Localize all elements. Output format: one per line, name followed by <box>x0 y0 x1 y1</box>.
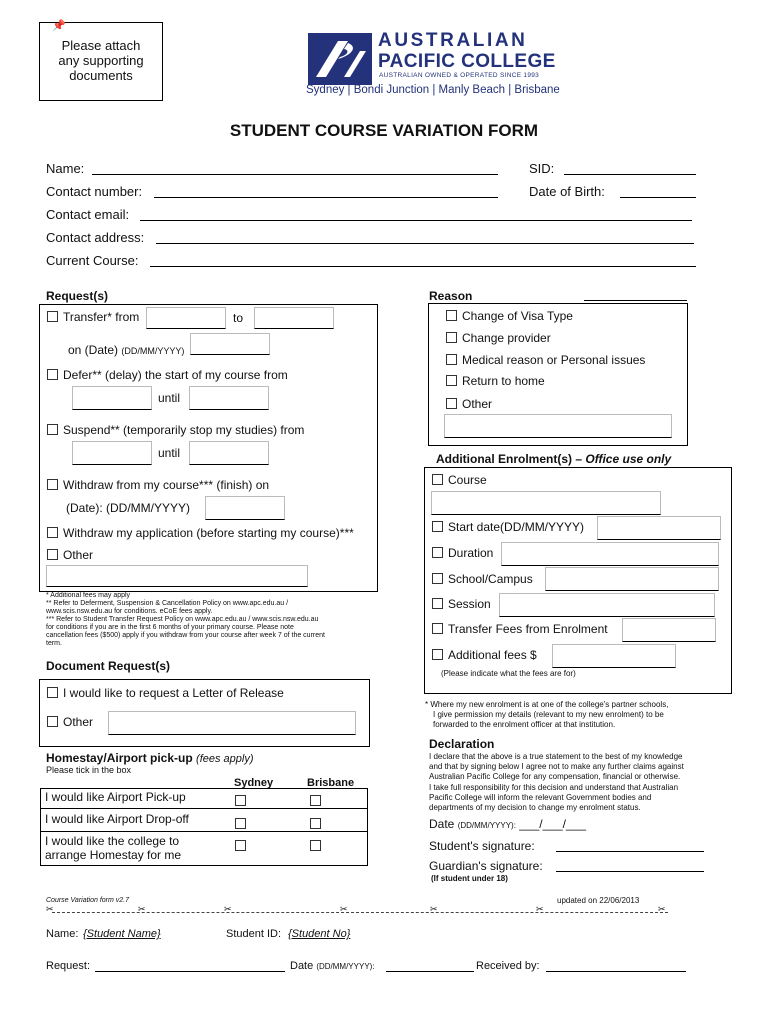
request-other-label: Other <box>63 548 94 562</box>
declaration-line: departments of my decision to change my enrolment status. <box>429 803 641 813</box>
add-school[interactable] <box>432 572 533 586</box>
withdraw-app-option[interactable] <box>47 526 354 540</box>
reason-visa-checkbox[interactable] <box>446 310 457 321</box>
add-fees-input[interactable] <box>552 644 676 668</box>
footer-name-label: Name: <box>46 928 79 940</box>
footer-date-label: Date <box>290 960 314 972</box>
add-transfer-fees[interactable] <box>432 622 608 636</box>
requests-heading: Request(s) <box>46 289 109 303</box>
transfer-date-input[interactable] <box>190 333 270 355</box>
declaration-heading: Declaration <box>429 737 495 751</box>
contact-number-input[interactable] <box>154 197 498 198</box>
transfer-checkbox[interactable] <box>47 311 58 322</box>
logo-line-2: PACIFIC COLLEGE <box>378 51 556 72</box>
sid-input[interactable] <box>564 174 696 175</box>
suspend-checkbox[interactable] <box>47 424 58 435</box>
homestay-row-divider <box>41 808 367 809</box>
guardian-signature-input[interactable] <box>556 871 704 872</box>
office-use-label: Office use only <box>585 452 672 466</box>
declaration-date-label: Date <box>429 817 455 831</box>
on-date-label <box>68 343 184 357</box>
attach-line-3: documents <box>69 68 133 83</box>
address-label: Contact address: <box>46 230 145 245</box>
col-sydney: Sydney <box>234 777 274 789</box>
reason-medical-label: Medical reason or Personal issues <box>462 353 646 367</box>
request-other-option[interactable] <box>47 548 93 562</box>
footer-date <box>290 960 375 972</box>
dropoff-label: I would like Airport Drop-off <box>45 812 189 826</box>
col-brisbane: Brisbane <box>307 777 355 789</box>
student-signature-input[interactable] <box>556 851 704 852</box>
reason-top-line <box>584 300 687 301</box>
on-date-format: (DD/MM/YYYY) <box>121 346 185 356</box>
form-version: Course Variation form v2.7 <box>46 897 129 904</box>
scissors-icon: ✂ <box>138 904 146 914</box>
transfer-to-input[interactable] <box>254 307 334 329</box>
transfer-label: Transfer* from <box>63 310 140 324</box>
add-fees-label: Additional fees $ <box>448 648 537 662</box>
footer-request-label: Request: <box>46 960 91 972</box>
pickup-brisbane-checkbox[interactable] <box>310 795 321 806</box>
transfer-to-label: to <box>233 311 244 325</box>
letter-release-label: I would like to request a Letter of Release <box>63 686 284 700</box>
cut-line <box>46 904 668 916</box>
reason-home-label: Return to home <box>462 374 545 388</box>
note-line: *** Refer to Student Transfer Request Policy on www.apc.edu.au / www.scis.nsw.edu.au <box>46 616 319 623</box>
add-course-input[interactable] <box>431 491 661 515</box>
course-label: Current Course: <box>46 253 139 268</box>
add-duration[interactable] <box>432 546 493 560</box>
declaration-text <box>429 752 684 813</box>
reason-medical[interactable] <box>446 353 645 367</box>
dob-label: Date of Birth: <box>529 184 605 199</box>
homestay-label-2: arrange Homestay for me <box>45 848 182 862</box>
note-line: * Additional fees may apply <box>46 592 131 599</box>
pickup-label: I would like Airport Pick-up <box>45 790 186 804</box>
declaration-line: Pacific College will inform the relevant Government bodies and <box>429 792 652 802</box>
declaration-date[interactable] <box>429 817 586 831</box>
doc-other-checkbox[interactable] <box>47 716 58 727</box>
course-input[interactable] <box>150 266 696 267</box>
add-start[interactable] <box>432 520 584 534</box>
logo-campuses: Sydney | Bondi Junction | Manly Beach | Brisbane <box>306 84 560 96</box>
sid-label: SID: <box>529 161 555 176</box>
reason-home[interactable] <box>446 374 545 388</box>
fee-note: (Please indicate what the fees are for) <box>441 669 576 678</box>
add-start-label: Start date(DD/MM/YYYY) <box>448 520 585 534</box>
suspend-label: Suspend** (temporarily stop my studies) from <box>63 423 305 437</box>
partner-note-line: forwarded to the enrolment officer at that institution. <box>433 720 616 729</box>
add-school-checkbox[interactable] <box>432 573 443 584</box>
defer-option[interactable] <box>47 368 288 382</box>
note-line: cancellation fees ($500) apply if you withdraw from your course after week 7 of the current <box>46 632 325 639</box>
suspend-option[interactable] <box>47 423 304 437</box>
add-fees-checkbox[interactable] <box>432 649 443 660</box>
doc-other-input[interactable] <box>108 711 356 735</box>
doc-other-label: Other <box>63 715 94 729</box>
name-label: Name: <box>46 161 85 176</box>
declaration-line: I declare that the above is a true statement to the best of my knowledge <box>429 752 683 761</box>
reason-medical-checkbox[interactable] <box>446 354 457 365</box>
dob-input[interactable] <box>620 197 696 198</box>
logo-tagline: AUSTRALIAN OWNED & OPERATED SINCE 1993 <box>379 72 540 79</box>
scissors-icon: ✂ <box>224 904 232 914</box>
reason-visa-label: Change of Visa Type <box>462 309 573 323</box>
declaration-line: Australian Pacific College for any compensation, financial or otherwise. <box>429 772 681 782</box>
add-duration-label: Duration <box>448 546 494 560</box>
scissors-icon: ✂ <box>430 904 438 914</box>
add-start-input[interactable] <box>597 516 721 540</box>
defer-checkbox[interactable] <box>47 369 58 380</box>
add-session-checkbox[interactable] <box>432 598 443 609</box>
add-course-checkbox[interactable] <box>432 474 443 485</box>
declaration-date-blank[interactable]: ___/___/___ <box>519 817 587 831</box>
reason-other[interactable] <box>446 397 492 411</box>
reason-other-input[interactable] <box>444 414 672 438</box>
add-duration-checkbox[interactable] <box>432 547 443 558</box>
defer-label: Defer** (delay) the start of my course from <box>63 368 288 382</box>
add-session-input[interactable] <box>499 593 715 617</box>
declaration-line: I take full responsibility for this decision and understand that Australian <box>429 782 679 792</box>
add-fees[interactable] <box>432 648 537 662</box>
note-line: term. <box>46 640 62 647</box>
defer-until-label: until <box>158 391 181 405</box>
withdraw-app-checkbox[interactable] <box>47 527 58 538</box>
attach-line-1: Please attach <box>61 38 141 53</box>
address-input[interactable] <box>156 243 694 244</box>
transfer-from-input[interactable] <box>146 307 226 329</box>
withdraw-date-label: (Date): (DD/MM/YYYY) <box>66 501 191 515</box>
footer-sid-label: Student ID: <box>226 928 282 940</box>
partner-note <box>425 700 668 730</box>
add-start-checkbox[interactable] <box>432 521 443 532</box>
add-transfer-fees-label: Transfer Fees from Enrolment <box>448 622 608 636</box>
add-transfer-fees-checkbox[interactable] <box>432 623 443 634</box>
homestay-heading <box>46 751 254 765</box>
reason-provider-checkbox[interactable] <box>446 332 457 343</box>
homestay-heading-text: Homestay/Airport pick-up <box>46 751 193 765</box>
email-input[interactable] <box>140 220 692 221</box>
withdraw-app-label: Withdraw my application (before starting my course)*** <box>63 526 354 540</box>
logo-line-1: AUSTRALIAN <box>378 30 528 51</box>
footer-date-format: (DD/MM/YYYY): <box>316 962 375 971</box>
reason-other-checkbox[interactable] <box>446 398 457 409</box>
transfer-option[interactable] <box>47 310 139 324</box>
requests-notes <box>46 592 325 648</box>
reason-provider-label: Change provider <box>462 331 551 345</box>
reason-provider[interactable] <box>446 331 551 345</box>
reason-heading: Reason <box>429 289 473 303</box>
dropoff-sydney-checkbox[interactable] <box>235 818 246 829</box>
homestay-tick-note: Please tick in the box <box>46 765 132 775</box>
pickup-sydney-checkbox[interactable] <box>235 795 246 806</box>
footer-request-input[interactable] <box>95 971 285 972</box>
logo-emblem <box>308 33 372 85</box>
scissors-icon: ✂ <box>536 904 544 914</box>
homestay-brisbane-checkbox[interactable] <box>310 840 321 851</box>
note-line: www.scis.nsw.edu.au for conditions. eCoE fees apply. <box>46 608 213 615</box>
on-date-text: on (Date) <box>68 343 119 357</box>
scissors-icon: ✂ <box>46 904 54 914</box>
student-signature-label: Student's signature: <box>429 839 535 853</box>
add-school-label: School/Campus <box>448 572 533 586</box>
attach-line-2: any supporting <box>58 53 144 68</box>
request-other-checkbox[interactable] <box>47 549 58 560</box>
footer-name-placeholder[interactable]: {Student Name} <box>83 928 161 940</box>
reason-home-checkbox[interactable] <box>446 375 457 386</box>
contact-number-label: Contact number: <box>46 184 143 199</box>
defer-until-input[interactable] <box>189 386 269 410</box>
add-session-label: Session <box>448 597 491 611</box>
suspend-from-input[interactable] <box>72 441 152 465</box>
form-updated: updated on 22/06/2013 <box>557 896 640 905</box>
additional-heading <box>436 452 671 466</box>
defer-from-input[interactable] <box>72 386 152 410</box>
additional-heading-text: Additional Enrolment(s) – <box>436 452 583 466</box>
scissors-icon: ✂ <box>340 904 348 914</box>
homestay-fees-note: (fees apply) <box>196 753 254 765</box>
declaration-date-format: (DD/MM/YYYY): <box>457 821 516 830</box>
doc-request-heading: Document Request(s) <box>46 659 171 673</box>
add-course[interactable] <box>432 473 487 487</box>
note-line: ** Refer to Deferment, Suspension & Cancellation Policy on www.apc.edu.au / <box>46 600 289 607</box>
guardian-signature-label: Guardian's signature: <box>429 859 543 873</box>
homestay-row-divider <box>41 831 367 832</box>
attach-documents-box <box>39 22 163 101</box>
pin-icon: 📌 <box>52 20 66 32</box>
email-label: Contact email: <box>46 207 130 222</box>
footer-received-input[interactable] <box>546 971 686 972</box>
withdraw-date-input[interactable] <box>205 496 285 520</box>
form-title: STUDENT COURSE VARIATION FORM <box>229 121 539 140</box>
add-course-label: Course <box>448 473 487 487</box>
doc-other-option[interactable] <box>47 715 93 729</box>
withdraw-option[interactable] <box>47 478 269 492</box>
add-school-input[interactable] <box>545 567 719 591</box>
withdraw-label: Withdraw from my course*** (finish) on <box>63 478 270 492</box>
name-input[interactable] <box>92 174 498 175</box>
dropoff-brisbane-checkbox[interactable] <box>310 818 321 829</box>
letter-release-option[interactable] <box>47 686 284 700</box>
note-line: for conditions if you are in the first 6 months of your primary course. Please note <box>46 624 294 631</box>
letter-release-checkbox[interactable] <box>47 687 58 698</box>
withdraw-checkbox[interactable] <box>47 479 58 490</box>
scissors-icon: ✂ <box>658 904 666 914</box>
reason-other-label: Other <box>462 397 493 411</box>
add-transfer-fees-input[interactable] <box>622 618 716 642</box>
partner-note-line: I give permission my details (relevant to my new enrolment) to be <box>433 710 664 719</box>
request-other-input[interactable] <box>46 565 308 587</box>
footer-date-input[interactable] <box>386 971 474 972</box>
partner-note-line: * Where my new enrolment is at one of the college's partner schools, <box>425 700 669 709</box>
homestay-label-1: I would like the college to <box>45 834 180 848</box>
under18-note: (If student under 18) <box>431 874 508 883</box>
add-session[interactable] <box>432 597 491 611</box>
reason-visa[interactable] <box>446 309 573 323</box>
homestay-sydney-checkbox[interactable] <box>235 840 246 851</box>
suspend-until-input[interactable] <box>189 441 269 465</box>
suspend-until-label: until <box>158 446 181 460</box>
footer-sid-placeholder[interactable]: {Student No} <box>288 928 351 940</box>
footer-received-label: Received by: <box>476 960 540 972</box>
declaration-line: and that by signing below I agree not to make any further claims against <box>429 762 684 772</box>
add-duration-input[interactable] <box>501 542 719 566</box>
